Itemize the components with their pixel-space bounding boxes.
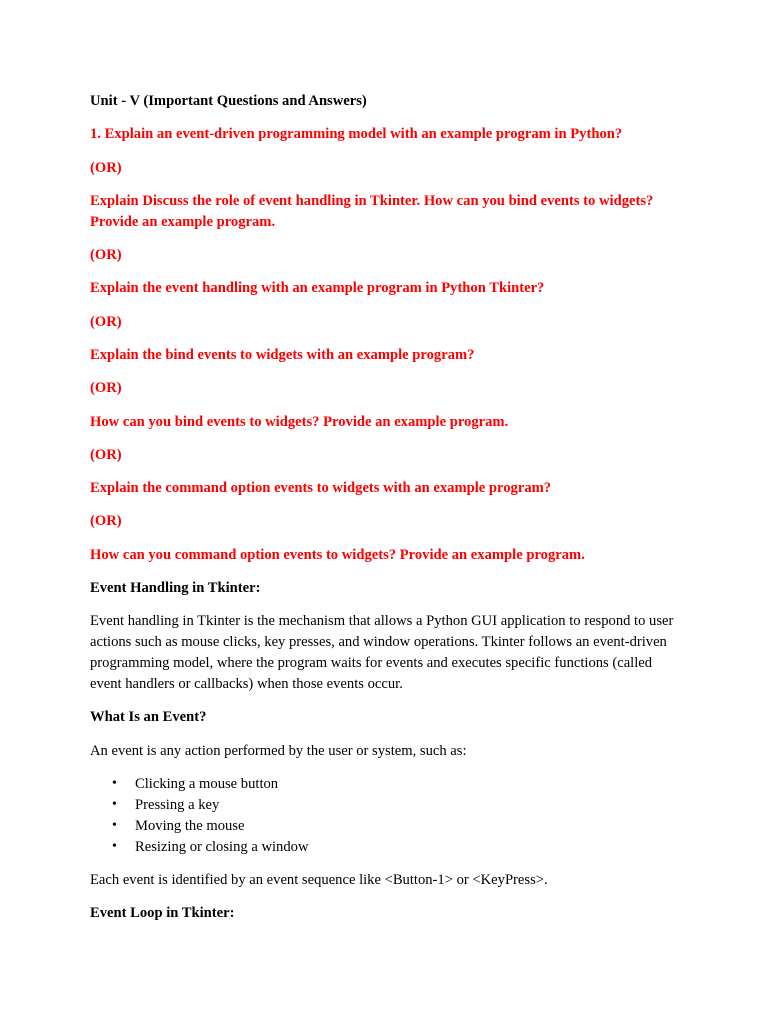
- or-separator-2: (OR): [90, 247, 122, 264]
- list-item-text: Pressing a key: [135, 796, 220, 813]
- question-1: 1. Explain an event-driven programming model with an example program in Python?: [90, 126, 623, 143]
- or-separator-3: (OR): [90, 313, 122, 330]
- document-page: [90, 91, 686, 937]
- or-separator-4: (OR): [90, 380, 122, 397]
- bullet-icon: •: [112, 838, 117, 854]
- section-heading-event-loop: Event Loop in Tkinter:: [90, 905, 235, 922]
- question-2: Explain Discuss the role of event handling in Tkinter. How can you bind events to widgets? Provide an example program.: [90, 192, 654, 230]
- bullet-icon: •: [112, 796, 117, 812]
- unit-heading: Unit - V (Important Questions and Answers): [90, 93, 367, 109]
- or-separator-6: (OR): [90, 513, 122, 530]
- section-paragraph-event-intro: An event is any action performed by the user or system, such as:: [90, 742, 467, 759]
- question-7: How can you command option events to widgets? Provide an example program.: [90, 546, 585, 563]
- list-item-text: Moving the mouse: [135, 817, 245, 834]
- question-6: Explain the command option events to widgets with an example program?: [90, 480, 552, 497]
- section-heading-event-handling: Event Handling in Tkinter:: [90, 580, 261, 597]
- question-4: Explain the bind events to widgets with an example program?: [90, 346, 475, 363]
- section-paragraph-event-sequence: Each event is identified by an event sequence like <Button-1> or <KeyPress>.: [90, 871, 548, 888]
- list-item: [112, 816, 686, 837]
- section-paragraph-event-handling: Event handling in Tkinter is the mechanism that allows a Python GUI application to respond to user actions such as mouse clicks, key presses, and window operations. Tkinter follows an event-driven programming model, where the program waits for events and executes specific functions (called event handlers or callbacks) when those events occur.: [90, 613, 674, 693]
- or-separator-5: (OR): [90, 446, 122, 463]
- list-item-text: Resizing or closing a window: [135, 838, 309, 855]
- section-heading-what-is-event: What Is an Event?: [90, 709, 207, 726]
- list-item: [112, 837, 686, 858]
- question-5: How can you bind events to widgets? Provide an example program.: [90, 413, 509, 430]
- bullet-icon: •: [112, 775, 117, 791]
- question-3: Explain the event handling with an example program in Python Tkinter?: [90, 280, 545, 297]
- list-item-text: Clicking a mouse button: [135, 775, 279, 792]
- list-item: [112, 774, 686, 795]
- event-examples-list: [90, 774, 686, 858]
- or-separator-1: (OR): [90, 159, 122, 176]
- bullet-icon: •: [112, 817, 117, 833]
- list-item: [112, 795, 686, 816]
